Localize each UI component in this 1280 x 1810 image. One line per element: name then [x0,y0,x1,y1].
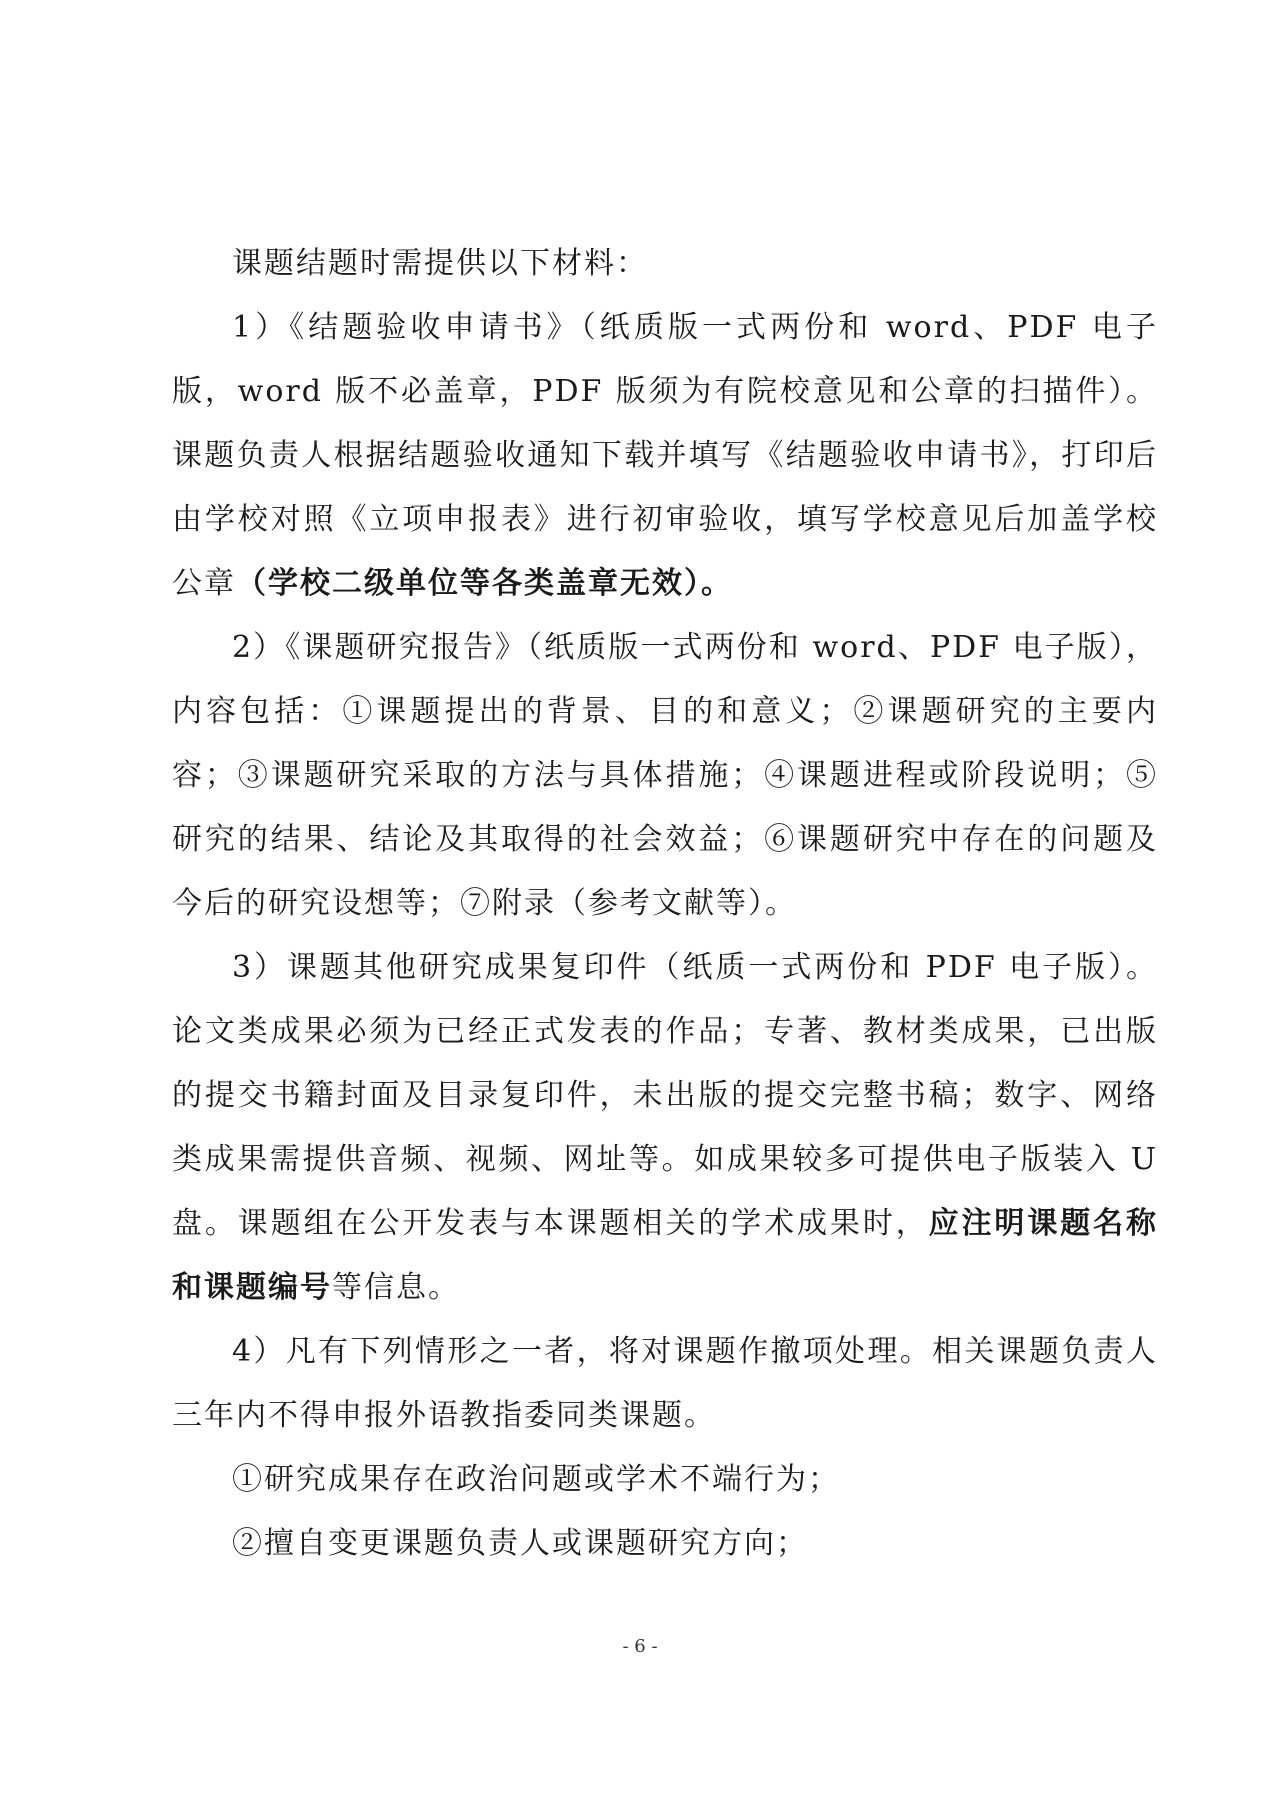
item-3-bold-note: 应注明课题名称和课题编号 [172,1206,1159,1305]
item-3-text: 3）课题其他研究成果复印件（纸质一式两份和 PDF 电子版）。论文类成果必须为已经正式发表的作品；专著、教材类成果，已出版的提交书籍封面及目录复印件，未出版的提交完整书稿；数字、网络类成果需提供音频、视频、网址等。如成果较多可提供电子版装入 U 盘。课题组在公开发表与本课题相关的学术成果时， [172,950,1158,1241]
item-4-paragraph: 4）凡有下列情形之一者，将对课题作撤项处理。相关课题负责人三年内不得申报外语教指委同类课题。 [172,1334,1158,1433]
sub-item-1: ①研究成果存在政治问题或学术不端行为； [232,1462,840,1497]
item-2-paragraph: 2）《课题研究报告》（纸质版一式两份和 word、PDF 电子版），内容包括：①课题提出的背景、目的和意义；②课题研究的主要内容；③课题研究采取的方法与具体措施；④课题进程或阶段说明；⑤研究的结果、结论及其取得的社会效益；⑥课题研究中存在的问题及今后的研究设想等；⑦附录（参考文献等）。 [172,630,1158,921]
item-3-after: 等信息。 [332,1270,460,1305]
sub-item-2: ②擅自变更课题负责人或课题研究方向； [232,1526,808,1561]
item-1-bold-note: （学校二级单位等各类盖章无效）。 [236,566,733,601]
document-body [172,232,1158,1576]
page-number: - 6 - [622,1636,658,1657]
item-1-paragraph [172,296,1158,616]
item-1-text: 1）《结题验收申请书》（纸质版一式两份和 word、PDF 电子版，word 版不必盖章，PDF 版须为有院校意见和公章的扫描件）。课题负责人根据结题验收通知下载并填写《结题验收申请书》，打印后由学校对照《立项申报表》进行初审验收，填写学校意见后加盖学校公章 [172,310,1158,601]
item-3-paragraph [172,936,1158,1320]
intro-paragraph: 课题结题时需提供以下材料： [232,246,648,281]
